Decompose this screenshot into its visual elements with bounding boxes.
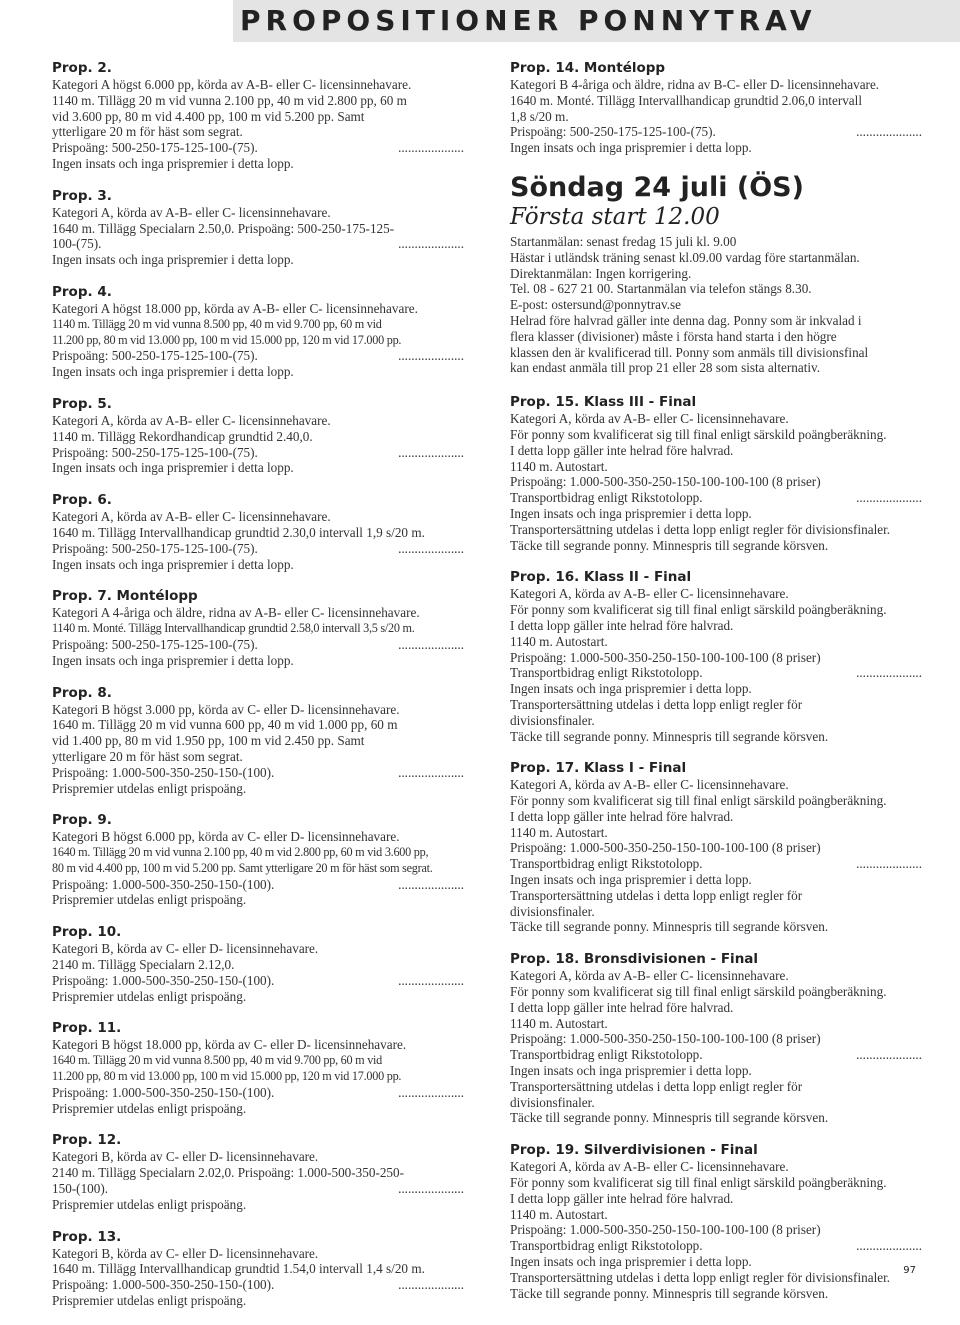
info-line: Hästar i utländsk träning senast kl.09.00 vardag före startanmälan. bbox=[510, 249, 860, 265]
right-column bbox=[510, 60, 922, 1317]
proposition-line-text: Ingen insats och inga prispremier i detta lopp. bbox=[52, 364, 294, 380]
proposition-line bbox=[510, 109, 922, 125]
proposition-line-text: 2140 m. Tillägg Specialarn 2.02,0. Prispoäng: 1.000-500-350-250- bbox=[52, 1165, 405, 1181]
proposition-title: Prop. 10. bbox=[52, 924, 122, 941]
proposition-block bbox=[52, 1229, 464, 1309]
proposition-line bbox=[52, 236, 464, 252]
proposition-title: Prop. 14. Montélopp bbox=[510, 60, 666, 76]
proposition-line bbox=[510, 904, 922, 920]
proposition-line bbox=[510, 856, 922, 872]
proposition-line bbox=[52, 829, 464, 845]
proposition-line bbox=[510, 919, 922, 935]
proposition-line bbox=[510, 602, 922, 618]
proposition-line-text: 1640 m. Tillägg 20 m vid vunna 8.500 pp, 40 m vid 9.700 pp, 60 m vid bbox=[52, 1053, 383, 1068]
proposition-line-text: 1140 m. Autostart. bbox=[510, 824, 608, 840]
proposition-line-text: Prispoäng: 1.000-500-350-250-150-100-100-100 (8 priser) bbox=[510, 1031, 821, 1047]
proposition-line-text: Täcke till segrande ponny. Minnespris till segrande körsven. bbox=[510, 919, 829, 935]
proposition-line-text: Prispremier utdelas enligt prispoäng. bbox=[52, 1293, 247, 1309]
proposition-line-text: Transportersättning utdelas i detta lopp enligt regler för bbox=[510, 887, 803, 903]
proposition-line-text: Kategori A, körda av A-B- eller C- licensinnehavare. bbox=[510, 968, 789, 984]
proposition-line-text: Ingen insats och inga prispremier i detta lopp. bbox=[52, 460, 294, 476]
proposition-line bbox=[52, 653, 464, 669]
dot-leader: .................... bbox=[398, 140, 464, 156]
proposition-line-text: 1640 m. Monté. Tillägg Intervallhandicap grundtid 2.06,0 intervall bbox=[510, 92, 862, 108]
info-line: flera klasser (divisioner) måste i första hand starta i den högre bbox=[510, 328, 837, 344]
proposition-line bbox=[52, 557, 464, 573]
proposition-line-text: I detta lopp gäller inte helrad före halvrad. bbox=[510, 442, 734, 458]
proposition-line-text: Prispoäng: 1.000-500-350-250-150-100-100-100 (8 priser) bbox=[510, 474, 821, 490]
proposition-line-text: Prispremier utdelas enligt prispoäng. bbox=[52, 892, 247, 908]
proposition-line-text: Prispoäng: 1.000-500-350-250-150-(100). bbox=[52, 972, 275, 988]
proposition-line bbox=[52, 1181, 464, 1197]
proposition-line bbox=[52, 445, 464, 461]
proposition-line bbox=[510, 1286, 922, 1302]
proposition-line-text: Kategori A, körda av A-B- eller C- licensinnehavare. bbox=[510, 586, 789, 602]
proposition-title: Prop. 3. bbox=[52, 187, 112, 204]
proposition-block bbox=[52, 1132, 464, 1212]
proposition-block bbox=[52, 924, 464, 1004]
proposition-line-text: Prispoäng: 500-250-175-125-100-(75). bbox=[52, 140, 258, 156]
proposition-line bbox=[52, 364, 464, 380]
info-line: Direktanmälan: Ingen korrigering. bbox=[510, 265, 692, 281]
proposition-line-text: Kategori A, körda av A-B- eller C- licensinnehavare. bbox=[52, 509, 331, 525]
proposition-line bbox=[52, 156, 464, 172]
proposition-block bbox=[510, 394, 922, 553]
proposition-title: Prop. 19. Silverdivisionen - Final bbox=[510, 1142, 758, 1159]
proposition-line bbox=[510, 1110, 922, 1126]
proposition-line bbox=[510, 1095, 922, 1111]
dot-leader: .................... bbox=[398, 876, 464, 892]
proposition-line bbox=[510, 618, 922, 634]
proposition-line bbox=[52, 140, 464, 156]
proposition-line bbox=[52, 1101, 464, 1117]
proposition-line bbox=[510, 459, 922, 475]
proposition-line bbox=[52, 861, 464, 877]
proposition-line bbox=[510, 825, 922, 841]
proposition-line-text: För ponny som kvalificerat sig till final enligt särskild poängberäkning. bbox=[510, 426, 887, 442]
proposition-line-text: 1140 m. Autostart. bbox=[510, 1015, 608, 1031]
proposition-line bbox=[510, 538, 922, 554]
proposition-block bbox=[510, 60, 922, 156]
proposition-line-text: Kategori B, körda av C- eller D- licensinnehavare. bbox=[52, 1149, 319, 1165]
proposition-line bbox=[510, 1191, 922, 1207]
proposition-line-text: Kategori A, körda av A-B- eller C- licensinnehavare. bbox=[52, 412, 331, 428]
proposition-line bbox=[52, 637, 464, 653]
proposition-line-text: 1640 m. Tillägg 20 m vid vunna 600 pp, 40 m vid 1.000 pp, 60 m bbox=[52, 717, 398, 733]
proposition-line-text: 100-(75). bbox=[52, 236, 102, 252]
proposition-line-text: divisionsfinaler. bbox=[510, 903, 595, 919]
proposition-line bbox=[510, 793, 922, 809]
proposition-block bbox=[52, 188, 464, 268]
proposition-line-text: För ponny som kvalificerat sig till final enligt särskild poängberäkning. bbox=[510, 1175, 887, 1191]
proposition-line-text: Kategori A, körda av A-B- eller C- licensinnehavare. bbox=[52, 204, 331, 220]
dot-leader: .................... bbox=[398, 764, 464, 780]
proposition-line bbox=[52, 1293, 464, 1309]
proposition-line bbox=[52, 205, 464, 221]
proposition-line-text: Ingen insats och inga prispremier i detta lopp. bbox=[52, 556, 294, 572]
proposition-line-text: vid 1.400 pp, 80 m vid 1.950 pp, 100 m vid 2.450 pp. Samt bbox=[52, 733, 365, 749]
proposition-line-text: I detta lopp gäller inte helrad före halvrad. bbox=[510, 617, 734, 633]
proposition-line bbox=[510, 93, 922, 109]
proposition-line-text: Transportbidrag enligt Rikstotolopp. bbox=[510, 856, 703, 872]
proposition-line-text: Transportbidrag enligt Rikstotolopp. bbox=[510, 1047, 703, 1063]
proposition-line bbox=[52, 1277, 464, 1293]
proposition-line bbox=[510, 77, 922, 93]
proposition-line bbox=[510, 1079, 922, 1095]
proposition-line bbox=[52, 77, 464, 93]
proposition-line bbox=[510, 411, 922, 427]
proposition-line-text: Prispoäng: 1.000-500-350-250-150-100-100-100 (8 priser) bbox=[510, 1222, 821, 1238]
proposition-line bbox=[52, 765, 464, 781]
proposition-line bbox=[510, 1063, 922, 1079]
proposition-line-text: ytterligare 20 m för häst som segrat. bbox=[52, 748, 243, 764]
proposition-line-text: Prispoäng: 500-250-175-125-100-(75). bbox=[510, 124, 716, 140]
proposition-line-text: Ingen insats och inga prispremier i detta lopp. bbox=[510, 681, 752, 697]
proposition-line bbox=[52, 989, 464, 1005]
proposition-line-text: I detta lopp gäller inte helrad före halvrad. bbox=[510, 1190, 734, 1206]
proposition-line bbox=[510, 697, 922, 713]
proposition-line bbox=[510, 474, 922, 490]
proposition-line-text: 1140 m. Tillägg Rekordhandicap grundtid 2.40,0. bbox=[52, 428, 313, 444]
proposition-line bbox=[510, 840, 922, 856]
proposition-line-text: Prispoäng: 1.000-500-350-250-150-(100). bbox=[52, 876, 275, 892]
proposition-line-text: Ingen insats och inga prispremier i detta lopp. bbox=[52, 652, 294, 668]
proposition-title: Prop. 4. bbox=[52, 283, 112, 300]
proposition-line bbox=[510, 729, 922, 745]
proposition-line-text: Kategori A 4-åriga och äldre, ridna av A-B- eller C- licensinnehavare. bbox=[52, 605, 420, 621]
proposition-line bbox=[52, 749, 464, 765]
info-line: Tel. 08 - 627 21 00. Startanmälan via telefon stängs 8.30. bbox=[510, 281, 812, 297]
proposition-title: Prop. 6. bbox=[52, 492, 112, 509]
proposition-line bbox=[52, 1246, 464, 1262]
dot-leader: .................... bbox=[398, 1277, 464, 1293]
proposition-line-text: Kategori B högst 18.000 pp, körda av C- eller D- licensinnehavare. bbox=[52, 1037, 407, 1053]
proposition-line-text: För ponny som kvalificerat sig till final enligt särskild poängberäkning. bbox=[510, 602, 887, 618]
proposition-line-text: Transportersättning utdelas i detta lopp enligt regler för bbox=[510, 696, 803, 712]
proposition-line bbox=[510, 872, 922, 888]
dot-leader: .................... bbox=[856, 1238, 922, 1254]
proposition-line-text: Prispremier utdelas enligt prispoäng. bbox=[52, 1196, 247, 1212]
proposition-line bbox=[52, 317, 464, 333]
dot-leader: .................... bbox=[398, 348, 464, 364]
proposition-line bbox=[52, 93, 464, 109]
proposition-title: Prop. 18. Bronsdivisionen - Final bbox=[510, 951, 759, 968]
proposition-line-text: Prispoäng: 500-250-175-125-100-(75). bbox=[52, 444, 258, 460]
proposition-line bbox=[510, 650, 922, 666]
proposition-line-text: Ingen insats och inga prispremier i detta lopp. bbox=[52, 155, 294, 171]
proposition-line-text: Kategori A högst 6.000 pp, körda av A-B- eller C- licensinnehavare. bbox=[52, 77, 412, 92]
proposition-line-text: Täcke till segrande ponny. Minnespris till segrande körsven. bbox=[510, 1285, 829, 1301]
proposition-line-text: Ingen insats och inga prispremier i detta lopp. bbox=[510, 505, 752, 521]
proposition-line bbox=[510, 490, 922, 506]
proposition-line bbox=[510, 713, 922, 729]
proposition-line bbox=[510, 1254, 922, 1270]
proposition-line bbox=[510, 1000, 922, 1016]
info-line: Helrad före halvrad gäller inte denna dag. Ponny som är inkvalad i bbox=[510, 312, 862, 328]
proposition-line bbox=[510, 1047, 922, 1063]
proposition-line-text: divisionsfinaler. bbox=[510, 712, 595, 728]
right-prop-list bbox=[510, 394, 922, 1301]
proposition-line bbox=[52, 541, 464, 557]
proposition-line bbox=[510, 1175, 922, 1191]
dot-leader: .................... bbox=[856, 490, 922, 506]
proposition-line bbox=[52, 1197, 464, 1213]
proposition-line bbox=[52, 957, 464, 973]
proposition-line-text: 1140 m. Tillägg 20 m vid vunna 2.100 pp, 40 m vid 2.800 pp, 60 m bbox=[52, 92, 407, 108]
proposition-line bbox=[510, 427, 922, 443]
right-top-prop bbox=[510, 60, 922, 156]
proposition-line bbox=[52, 733, 464, 749]
start-heading: Första start 12.00 bbox=[510, 203, 720, 230]
proposition-title: Prop. 16. Klass II - Final bbox=[510, 569, 692, 586]
proposition-line bbox=[52, 1053, 464, 1069]
proposition-line-text: Kategori B 4-åriga och äldre, ridna av B-C- eller D- licensinnehavare. bbox=[510, 77, 880, 92]
proposition-line-text: Prispoäng: 1.000-500-350-250-150-(100). bbox=[52, 1277, 275, 1293]
proposition-line bbox=[52, 781, 464, 797]
proposition-line-text: 1640 m. Tillägg Intervallhandicap grundtid 2.30,0 intervall 1,9 s/20 m. bbox=[52, 524, 425, 540]
proposition-title: Prop. 8. bbox=[52, 684, 112, 701]
proposition-line-text: Prispoäng: 500-250-175-125-100-(75). bbox=[52, 348, 258, 364]
proposition-line-text: 1,8 s/20 m. bbox=[510, 108, 569, 124]
proposition-line bbox=[510, 634, 922, 650]
proposition-line-text: Prispremier utdelas enligt prispoäng. bbox=[52, 780, 247, 796]
proposition-title: Prop. 12. bbox=[52, 1132, 122, 1149]
dot-leader: .................... bbox=[856, 856, 922, 872]
proposition-block bbox=[52, 396, 464, 476]
proposition-block bbox=[52, 492, 464, 572]
proposition-line bbox=[52, 348, 464, 364]
proposition-title: Prop. 11. bbox=[52, 1020, 122, 1037]
proposition-line-text: Transportersättning utdelas i detta lopp enligt regler för divisionsfinaler. bbox=[510, 521, 891, 537]
dot-leader: .................... bbox=[856, 124, 922, 140]
proposition-line-text: Kategori A högst 18.000 pp, körda av A-B- eller C- licensinnehavare. bbox=[52, 300, 418, 316]
page-title: PROPOSITIONER PONNYTRAV bbox=[240, 4, 817, 37]
proposition-line-text: Ingen insats och inga prispremier i detta lopp. bbox=[52, 252, 294, 268]
proposition-line-text: Prispoäng: 1.000-500-350-250-150-(100). bbox=[52, 764, 275, 780]
dot-leader: .................... bbox=[398, 444, 464, 460]
dot-leader: .................... bbox=[856, 665, 922, 681]
proposition-line-text: ytterligare 20 m för häst som segrat. bbox=[52, 124, 243, 140]
proposition-block bbox=[510, 951, 922, 1126]
proposition-line-text: Ingen insats och inga prispremier i detta lopp. bbox=[510, 872, 752, 888]
dot-leader: .................... bbox=[398, 236, 464, 252]
proposition-line bbox=[510, 681, 922, 697]
proposition-title: Prop. 2. bbox=[52, 60, 112, 76]
proposition-line-text: 1140 m. Autostart. bbox=[510, 458, 608, 474]
proposition-line-text: Transportbidrag enligt Rikstotolopp. bbox=[510, 490, 703, 506]
proposition-line bbox=[510, 1270, 922, 1286]
proposition-line-text: Transportersättning utdelas i detta lopp enligt regler för bbox=[510, 1078, 803, 1094]
proposition-line bbox=[52, 1165, 464, 1181]
proposition-line-text: I detta lopp gäller inte helrad före halvrad. bbox=[510, 808, 734, 824]
proposition-line-text: I detta lopp gäller inte helrad före halvrad. bbox=[510, 999, 734, 1015]
proposition-line bbox=[52, 1085, 464, 1101]
proposition-block bbox=[510, 1142, 922, 1301]
proposition-line bbox=[52, 973, 464, 989]
proposition-title: Prop. 5. bbox=[52, 395, 112, 412]
dot-leader: .................... bbox=[398, 540, 464, 556]
proposition-line-text: Täcke till segrande ponny. Minnespris till segrande körsven. bbox=[510, 728, 829, 744]
proposition-line bbox=[52, 621, 464, 637]
day-heading: Söndag 24 juli (ÖS) bbox=[510, 171, 804, 203]
proposition-line-text: För ponny som kvalificerat sig till final enligt särskild poängberäkning. bbox=[510, 793, 887, 809]
proposition-line bbox=[52, 124, 464, 140]
proposition-line-text: Ingen insats och inga prispremier i detta lopp. bbox=[510, 1254, 752, 1270]
proposition-line-text: Kategori B, körda av C- eller D- licensinnehavare. bbox=[52, 941, 319, 957]
proposition-line bbox=[510, 777, 922, 793]
proposition-title: Prop. 9. bbox=[52, 812, 112, 829]
proposition-line-text: Prispremier utdelas enligt prispoäng. bbox=[52, 1100, 247, 1116]
dot-leader: .................... bbox=[398, 1181, 464, 1197]
proposition-title: Prop. 15. Klass III - Final bbox=[510, 394, 697, 411]
left-column bbox=[52, 60, 464, 1325]
proposition-line bbox=[52, 1261, 464, 1277]
proposition-line bbox=[52, 460, 464, 476]
proposition-line-text: 1640 m. Tillägg Specialarn 2.50,0. Prispoäng: 500-250-175-125- bbox=[52, 220, 395, 236]
proposition-line bbox=[52, 717, 464, 733]
proposition-line-text: 1140 m. Autostart. bbox=[510, 1206, 608, 1222]
proposition-line-text: Transportersättning utdelas i detta lopp enligt regler för divisionsfinaler. bbox=[510, 1269, 891, 1285]
proposition-line-text: Kategori A, körda av A-B- eller C- licensinnehavare. bbox=[510, 411, 789, 427]
dot-leader: .................... bbox=[398, 1084, 464, 1100]
proposition-line bbox=[52, 845, 464, 861]
proposition-line-text: 11.200 pp, 80 m vid 13.000 pp, 100 m vid 15.000 pp, 120 m vid 17.000 pp. bbox=[52, 1069, 402, 1084]
proposition-line-text: Transportbidrag enligt Rikstotolopp. bbox=[510, 1238, 703, 1254]
dot-leader: .................... bbox=[398, 636, 464, 652]
proposition-block bbox=[52, 685, 464, 797]
proposition-title: Prop. 13. bbox=[52, 1228, 122, 1245]
proposition-line-text: 2140 m. Tillägg Specialarn 2.12,0. bbox=[52, 957, 235, 973]
proposition-line-text: Prispoäng: 1.000-500-350-250-150-100-100-100 (8 priser) bbox=[510, 649, 821, 665]
proposition-line bbox=[510, 140, 922, 156]
proposition-line bbox=[510, 522, 922, 538]
proposition-line-text: Täcke till segrande ponny. Minnespris till segrande körsven. bbox=[510, 1110, 829, 1126]
info-line: kan endast anmäla till prop 21 eller 28 som sista alternativ. bbox=[510, 360, 821, 376]
dot-leader: .................... bbox=[856, 1047, 922, 1063]
proposition-line bbox=[510, 1222, 922, 1238]
proposition-block bbox=[510, 569, 922, 744]
proposition-line bbox=[510, 1238, 922, 1254]
proposition-title: Prop. 17. Klass I - Final bbox=[510, 760, 687, 777]
proposition-block bbox=[52, 812, 464, 908]
proposition-block bbox=[52, 284, 464, 380]
proposition-line bbox=[52, 525, 464, 541]
proposition-line-text: 1140 m. Monté. Tillägg Intervallhandicap grundtid 2.58,0 intervall 3,5 s/20 m. bbox=[52, 621, 415, 636]
proposition-line-text: Ingen insats och inga prispremier i detta lopp. bbox=[510, 1063, 752, 1079]
proposition-line bbox=[510, 968, 922, 984]
page-number: 97 bbox=[903, 1265, 916, 1276]
proposition-line bbox=[52, 941, 464, 957]
proposition-line bbox=[510, 1159, 922, 1175]
proposition-line-text: 1640 m. Tillägg 20 m vid vunna 2.100 pp, 40 m vid 2.800 pp, 60 m vid 3.600 pp, bbox=[52, 845, 429, 860]
proposition-line bbox=[510, 984, 922, 1000]
proposition-line-text: Kategori B, körda av C- eller D- licensinnehavare. bbox=[52, 1245, 319, 1261]
proposition-line bbox=[52, 877, 464, 893]
proposition-line-text: 11.200 pp, 80 m vid 13.000 pp, 100 m vid 15.000 pp, 120 m vid 17.000 pp. bbox=[52, 332, 402, 347]
proposition-line bbox=[52, 413, 464, 429]
proposition-line bbox=[510, 665, 922, 681]
proposition-line bbox=[52, 1037, 464, 1053]
proposition-line bbox=[52, 702, 464, 718]
proposition-line bbox=[510, 809, 922, 825]
info-line: Startanmälan: senast fredag 15 juli kl. 9.00 bbox=[510, 233, 737, 249]
proposition-line bbox=[52, 605, 464, 621]
proposition-line bbox=[52, 333, 464, 349]
info-line: E-post: ostersund@ponnytrav.se bbox=[510, 297, 681, 313]
proposition-block bbox=[52, 1020, 464, 1116]
proposition-line bbox=[52, 509, 464, 525]
proposition-line bbox=[52, 429, 464, 445]
proposition-line-text: Kategori B högst 3.000 pp, körda av C- eller D- licensinnehavare. bbox=[52, 701, 400, 717]
proposition-line bbox=[510, 506, 922, 522]
proposition-line-text: 1640 m. Tillägg Intervallhandicap grundtid 1.54,0 intervall 1,4 s/20 m. bbox=[52, 1261, 425, 1277]
proposition-line-text: Prispremier utdelas enligt prispoäng. bbox=[52, 988, 247, 1004]
proposition-block bbox=[52, 60, 464, 172]
proposition-line-text: Prispoäng: 1.000-500-350-250-150-(100). bbox=[52, 1084, 275, 1100]
info-line: klassen den är kvalificerad till. Ponny som anmäls till divisionsfinal bbox=[510, 344, 869, 360]
proposition-line-text: 150-(100). bbox=[52, 1181, 109, 1197]
proposition-line-text: Kategori A, körda av A-B- eller C- licensinnehavare. bbox=[510, 777, 789, 793]
proposition-line-text: Prispoäng: 500-250-175-125-100-(75). bbox=[52, 636, 258, 652]
proposition-block bbox=[52, 588, 464, 668]
proposition-line bbox=[510, 124, 922, 140]
proposition-line bbox=[52, 252, 464, 268]
proposition-line bbox=[510, 1207, 922, 1223]
proposition-line bbox=[510, 1031, 922, 1047]
proposition-title: Prop. 7. Montélopp bbox=[52, 588, 198, 605]
proposition-line-text: 80 m vid 4.400 pp, 100 m vid 5.200 pp. Samt ytterligare 20 m för häst som segrat. bbox=[52, 860, 433, 875]
proposition-line-text: Täcke till segrande ponny. Minnespris till segrande körsven. bbox=[510, 537, 829, 553]
proposition-line bbox=[52, 892, 464, 908]
proposition-line bbox=[510, 888, 922, 904]
proposition-block bbox=[510, 760, 922, 935]
proposition-line-text: Prispoäng: 1.000-500-350-250-150-100-100-100 (8 priser) bbox=[510, 840, 821, 856]
proposition-line bbox=[52, 221, 464, 237]
proposition-line-text: 1140 m. Tillägg 20 m vid vunna 8.500 pp, 40 m vid 9.700 pp, 60 m vid bbox=[52, 316, 382, 331]
proposition-line-text: vid 3.600 pp, 80 m vid 4.400 pp, 100 m vid 5.200 pp. Samt bbox=[52, 108, 365, 124]
proposition-line-text: 1140 m. Autostart. bbox=[510, 633, 608, 649]
proposition-line-text: Prispoäng: 500-250-175-125-100-(75). bbox=[52, 540, 258, 556]
proposition-line-text: Kategori A, körda av A-B- eller C- licensinnehavare. bbox=[510, 1159, 789, 1175]
proposition-line bbox=[510, 586, 922, 602]
dot-leader: .................... bbox=[398, 972, 464, 988]
sunday-info-block bbox=[510, 234, 922, 376]
proposition-line bbox=[52, 301, 464, 317]
proposition-line bbox=[52, 1069, 464, 1085]
proposition-line bbox=[510, 1016, 922, 1032]
proposition-line-text: För ponny som kvalificerat sig till final enligt särskild poängberäkning. bbox=[510, 984, 887, 1000]
proposition-line bbox=[52, 109, 464, 125]
proposition-line-text: divisionsfinaler. bbox=[510, 1094, 595, 1110]
left-prop-list bbox=[52, 60, 464, 1309]
proposition-line bbox=[510, 443, 922, 459]
proposition-line-text: Ingen insats och inga prispremier i detta lopp. bbox=[510, 140, 752, 156]
proposition-line bbox=[52, 1149, 464, 1165]
proposition-line-text: Transportbidrag enligt Rikstotolopp. bbox=[510, 665, 703, 681]
proposition-line-text: Kategori B högst 6.000 pp, körda av C- eller D- licensinnehavare. bbox=[52, 829, 400, 845]
